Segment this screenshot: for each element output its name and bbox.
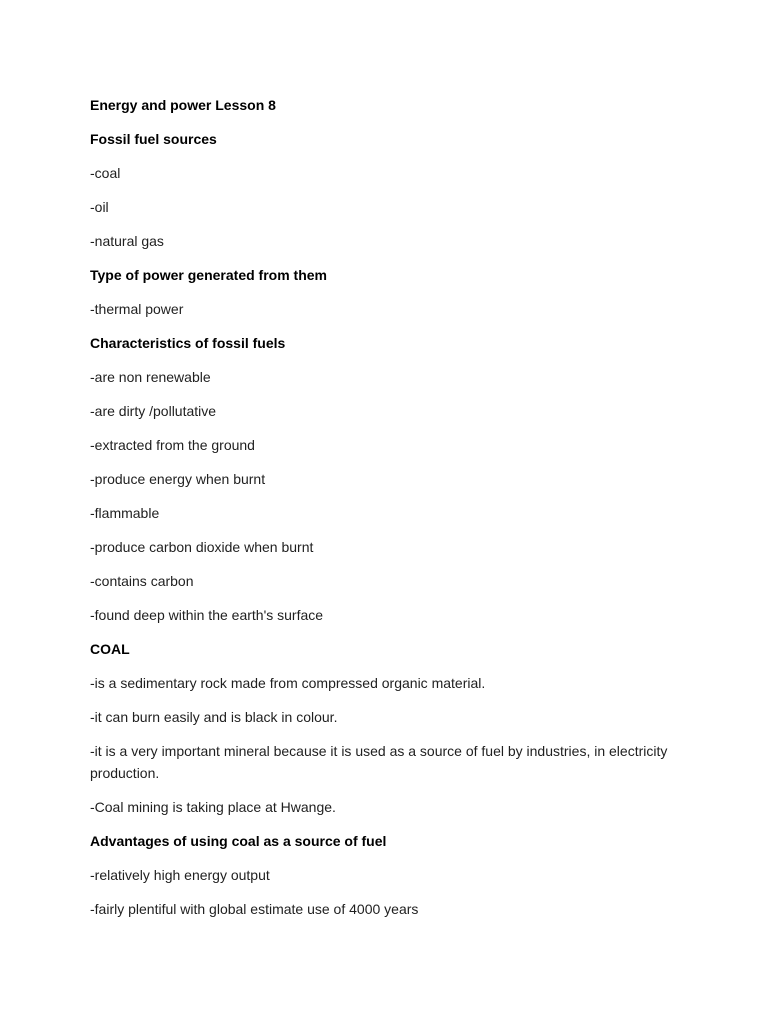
document-title: Energy and power Lesson 8 <box>90 97 276 113</box>
list-item: -natural gas <box>90 233 164 249</box>
list-item: -are non renewable <box>90 369 211 385</box>
section-heading-characteristics: Characteristics of fossil fuels <box>90 335 286 351</box>
list-item: -relatively high energy output <box>90 867 270 883</box>
list-item: -are dirty /pollutative <box>90 403 217 419</box>
list-item: -oil <box>90 199 109 215</box>
list-item: -flammable <box>90 505 160 521</box>
list-item: -coal <box>90 165 121 181</box>
list-item: -is a sedimentary rock made from compressed organic material. <box>90 675 486 691</box>
list-item: -it is a very important mineral because it is used as a source of fuel by industries, in electricity production. <box>90 743 668 781</box>
section-heading-advantages-of-coal: Advantages of using coal as a source of fuel <box>90 833 387 849</box>
list-item: -produce carbon dioxide when burnt <box>90 539 314 555</box>
section-heading-fossil-fuel-sources: Fossil fuel sources <box>90 131 217 147</box>
section-heading-type-of-power: Type of power generated from them <box>90 267 327 283</box>
list-item: -thermal power <box>90 301 184 317</box>
list-item: -produce energy when burnt <box>90 471 266 487</box>
list-item: -contains carbon <box>90 573 194 589</box>
list-item: -fairly plentiful with global estimate use of 4000 years <box>90 901 419 917</box>
list-item: -Coal mining is taking place at Hwange. <box>90 799 336 815</box>
document-page <box>90 94 680 932</box>
section-heading-coal: COAL <box>90 641 130 657</box>
list-item: -found deep within the earth's surface <box>90 607 324 623</box>
list-item: -extracted from the ground <box>90 437 255 453</box>
list-item: -it can burn easily and is black in colour. <box>90 709 338 725</box>
